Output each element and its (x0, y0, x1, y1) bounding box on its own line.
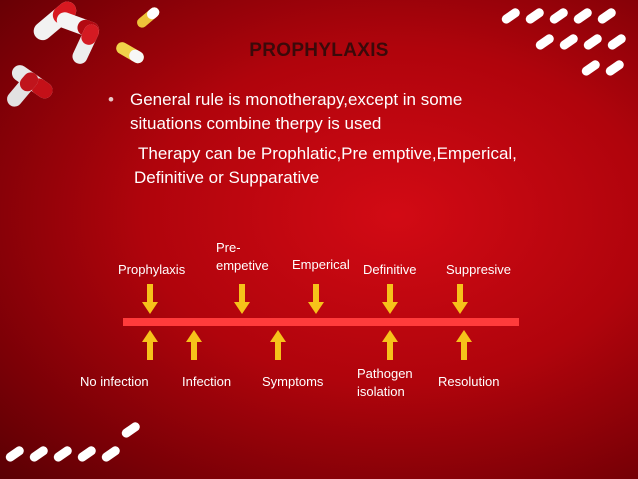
bullet-1-text: General rule is monotherapy,except in some (130, 90, 463, 109)
label-pre-line1: Pre- (216, 240, 241, 255)
label-no-infection: No infection (80, 374, 149, 389)
timeline-bar (123, 318, 519, 326)
label-definitive: Definitive (363, 262, 417, 277)
label-pathogen-line1: Pathogen (357, 366, 413, 381)
bullet-item (108, 88, 608, 136)
arrow-up-icon (382, 330, 398, 360)
therapy-line-2: Definitive or Supparative (134, 168, 320, 187)
pill-pattern-bottom-left (0, 418, 170, 478)
label-suppresive: Suppresive (446, 262, 512, 277)
label-resolution: Resolution (438, 374, 500, 389)
bullet-list (108, 88, 608, 190)
arrow-up-icon (456, 330, 472, 360)
therapy-line-1: Therapy can be Prophlatic,Pre emptive,Emperical, (138, 144, 517, 163)
label-pathogen-line2: isolation (357, 384, 405, 399)
arrow-down-icon (234, 284, 250, 314)
label-symptoms: Symptoms (262, 374, 324, 389)
label-prophylaxis: Prophylaxis (118, 262, 186, 277)
arrow-down-icon (142, 284, 158, 314)
arrow-down-icon (382, 284, 398, 314)
slide-title: PROPHYLAXIS (249, 40, 389, 61)
sub-text (108, 142, 608, 190)
arrow-down-icon (452, 284, 468, 314)
label-pre-line2: empetive (216, 258, 269, 273)
arrow-down-icon (308, 284, 324, 314)
arrow-up-icon (142, 330, 158, 360)
arrow-up-icon (186, 330, 202, 360)
label-infection: Infection (182, 374, 232, 389)
label-emperical: Emperical (292, 257, 350, 272)
arrow-up-icon (270, 330, 286, 360)
bullet-dot: • (108, 90, 114, 109)
bullet-1-cont: situations combine therpy is used (130, 114, 382, 133)
